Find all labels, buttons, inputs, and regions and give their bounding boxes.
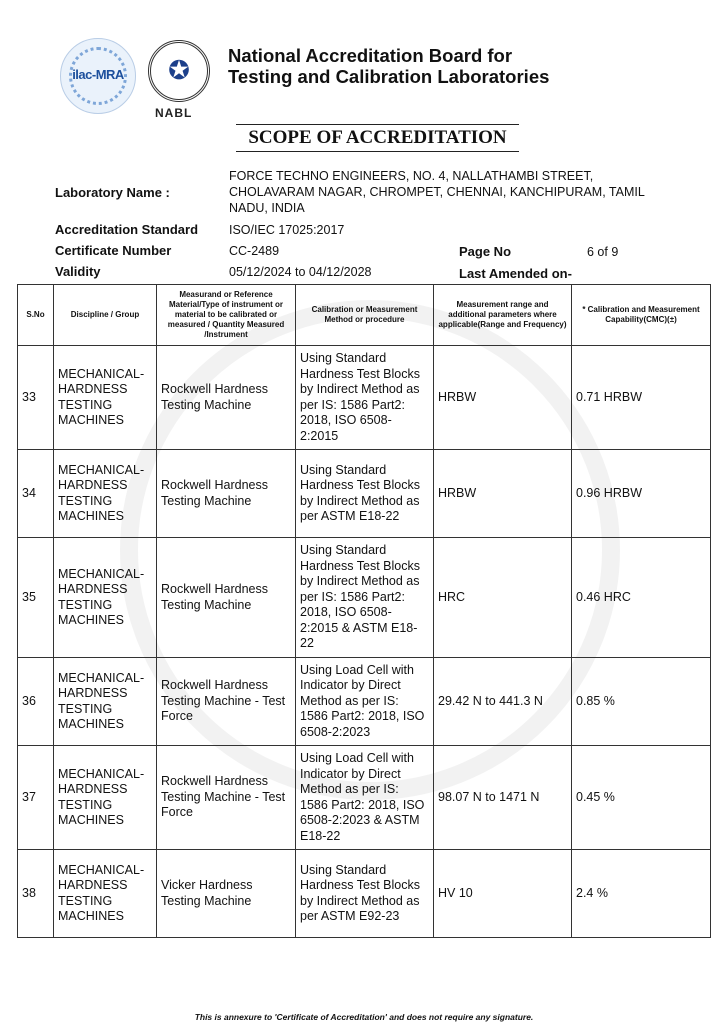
cell-sno: 38: [18, 850, 54, 938]
cell-discipline: MECHANICAL- HARDNESS TESTING MACHINES: [54, 538, 157, 658]
cell-method: Using Load Cell with Indicator by Direct Method as per IS: 1586 Part2: 2018, ISO 6508-2:2023: [296, 658, 434, 746]
cell-sno: 36: [18, 658, 54, 746]
scope-title: SCOPE OF ACCREDITATION: [236, 124, 519, 152]
table-header-row: [18, 285, 711, 346]
header-range: Measurement range and additional parameters where applicable(Range and Frequency): [434, 285, 572, 346]
validity-label: Validity: [55, 264, 101, 279]
standard-value: ISO/IEC 17025:2017: [229, 223, 345, 237]
organization-title: [228, 45, 549, 87]
header-method: Calibration or Measurement Method or procedure: [296, 285, 434, 346]
cell-discipline: MECHANICAL- HARDNESS TESTING MACHINES: [54, 746, 157, 850]
header-sno: S.No: [18, 285, 54, 346]
cell-sno: 34: [18, 450, 54, 538]
nabl-star-icon: ✪: [168, 55, 190, 85]
cell-sno: 37: [18, 746, 54, 850]
nabl-logo: [148, 40, 210, 102]
cell-discipline: MECHANICAL- HARDNESS TESTING MACHINES: [54, 346, 157, 450]
cell-range: 98.07 N to 1471 N: [434, 746, 572, 850]
table-row: [18, 538, 711, 658]
lab-name-value: [229, 168, 645, 216]
table-row: [18, 850, 711, 938]
cell-cmc: 0.45 %: [572, 746, 711, 850]
ilac-mra-logo: [60, 38, 136, 114]
cell-range: HRC: [434, 538, 572, 658]
table-row: [18, 746, 711, 850]
lab-name-line2: CHOLAVARAM NAGAR, CHROMPET, CHENNAI, KANCHIPURAM, TAMIL: [229, 185, 645, 199]
page-no-label: Page No: [459, 244, 512, 259]
cell-cmc: 0.85 %: [572, 658, 711, 746]
lab-name-line3: NADU, INDIA: [229, 201, 305, 215]
ilac-logo-text: ilac-MRA: [72, 67, 124, 82]
cell-cmc: 0.96 HRBW: [572, 450, 711, 538]
cell-sno: 33: [18, 346, 54, 450]
table-row: [18, 658, 711, 746]
cell-range: HV 10: [434, 850, 572, 938]
header-discipline: Discipline / Group: [54, 285, 157, 346]
cell-method: Using Standard Hardness Test Blocks by Indirect Method as per ASTM E92-23: [296, 850, 434, 938]
lab-name-label: Laboratory Name :: [55, 185, 170, 200]
certificate-label: Certificate Number: [55, 243, 172, 258]
nabl-logo-text: NABL: [155, 106, 193, 120]
lab-name-line1: FORCE TECHNO ENGINEERS, NO. 4, NALLATHAMBI STREET,: [229, 169, 594, 183]
cell-measurand: Rockwell Hardness Testing Machine: [157, 450, 296, 538]
cell-range: HRBW: [434, 346, 572, 450]
cell-range: HRBW: [434, 450, 572, 538]
cell-cmc: 2.4 %: [572, 850, 711, 938]
scope-table: [17, 284, 711, 938]
cell-method: Using Standard Hardness Test Blocks by Indirect Method as per IS: 1586 Part2: 2018, ISO 6508-2:2015 & ASTM E18-22: [296, 538, 434, 658]
cell-discipline: MECHANICAL- HARDNESS TESTING MACHINES: [54, 450, 157, 538]
cell-discipline: MECHANICAL- HARDNESS TESTING MACHINES: [54, 658, 157, 746]
table-row: [18, 346, 711, 450]
header-cmc: * Calibration and Measurement Capability(CMC)(±): [572, 285, 711, 346]
standard-label: Accreditation Standard: [55, 222, 199, 237]
page-no-value: 6 of 9: [587, 245, 619, 259]
certificate-value: CC-2489: [229, 244, 280, 258]
org-title-line2: Testing and Calibration Laboratories: [228, 66, 550, 87]
cell-measurand: Rockwell Hardness Testing Machine: [157, 538, 296, 658]
cell-measurand: Rockwell Hardness Testing Machine: [157, 346, 296, 450]
validity-value: 05/12/2024 to 04/12/2028: [229, 265, 372, 279]
cell-discipline: MECHANICAL- HARDNESS TESTING MACHINES: [54, 850, 157, 938]
cell-measurand: Rockwell Hardness Testing Machine - Test Force: [157, 658, 296, 746]
org-title-line1: National Accreditation Board for: [228, 45, 513, 66]
cell-measurand: Rockwell Hardness Testing Machine - Test Force: [157, 746, 296, 850]
footer-note: This is annexure to 'Certificate of Accreditation' and does not require any signature.: [194, 1012, 534, 1022]
cell-method: Using Standard Hardness Test Blocks by Indirect Method as per IS: 1586 Part2: 2018, ISO 6508-2:2015: [296, 346, 434, 450]
cell-cmc: 0.46 HRC: [572, 538, 711, 658]
cell-cmc: 0.71 HRBW: [572, 346, 711, 450]
cell-sno: 35: [18, 538, 54, 658]
cell-method: Using Load Cell with Indicator by Direct Method as per IS: 1586 Part2: 2018, ISO 6508-2:2023 & ASTM E18-22: [296, 746, 434, 850]
header-measurand: Measurand or Reference Material/Type of instrument or material to be calibrated or measured / Quantity Measured /Instrument: [157, 285, 296, 346]
table-row: [18, 450, 711, 538]
cell-method: Using Standard Hardness Test Blocks by Indirect Method as per ASTM E18-22: [296, 450, 434, 538]
cell-measurand: Vicker Hardness Testing Machine: [157, 850, 296, 938]
cell-range: 29.42 N to 441.3 N: [434, 658, 572, 746]
last-amended-label: Last Amended on-: [459, 266, 572, 281]
